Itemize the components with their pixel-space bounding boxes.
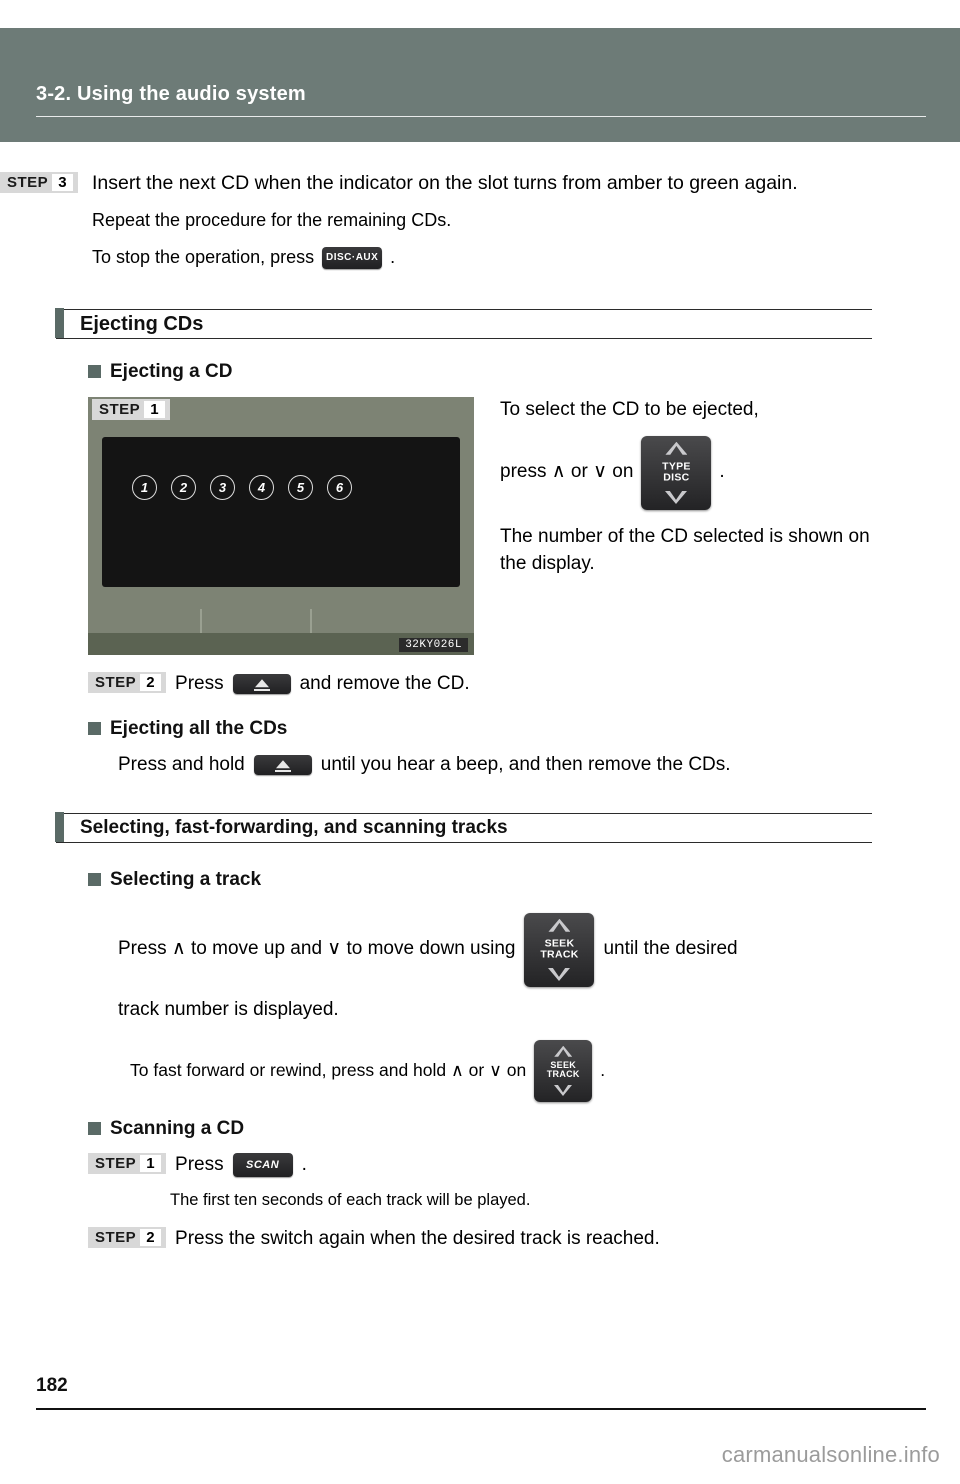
- seek-track-label: [524, 938, 594, 960]
- selecting-track-text-mid: until the desired: [603, 938, 738, 960]
- chevron-down-icon: [665, 491, 687, 504]
- step-badge-3: [0, 172, 78, 193]
- eject-all-instruction-row: [118, 752, 960, 779]
- illustration-divider-tick: [200, 609, 202, 633]
- eject-step-2-text-after: and remove the CD.: [299, 672, 470, 694]
- section-tab-marker: [55, 308, 64, 338]
- chevron-up-icon: [665, 442, 687, 455]
- bullet-square-icon: [88, 722, 101, 735]
- cd-changer-illustration: [88, 397, 474, 655]
- subheading-label: Ejecting a CD: [110, 360, 233, 382]
- bullet-square-icon: [88, 365, 101, 378]
- press-rocker-line: [500, 436, 878, 510]
- eject-all-text-before: Press and hold: [118, 753, 245, 775]
- eject-all-text-after: until you hear a beep, and then remove the CDs.: [320, 753, 731, 775]
- section-title-selecting-tracks: Selecting, fast-forwarding, and scanning tracks: [80, 816, 508, 838]
- page-header: [0, 28, 960, 142]
- eject-step-2-text-before: Press: [175, 672, 224, 694]
- chevron-up-icon: [554, 1046, 572, 1057]
- display-note-text: The number of the CD selected is shown on the display.: [500, 525, 870, 574]
- fast-forward-note-row: [130, 1040, 878, 1102]
- subheading-label: Selecting a track: [110, 868, 262, 890]
- step-badge-1: [88, 1153, 166, 1174]
- step-badge-number: 1: [144, 401, 165, 418]
- step-badge-number: 3: [52, 174, 73, 191]
- intro-line-3: [92, 245, 874, 271]
- bullet-square-icon: [88, 873, 101, 886]
- eject-button-icon[interactable]: [254, 755, 312, 775]
- step-badge-1: [92, 399, 170, 420]
- press-rocker-text: press ∧ or ∨ on: [500, 461, 634, 483]
- fast-forward-text-after: .: [600, 1060, 606, 1081]
- section-header-ejecting-cds: [56, 309, 872, 339]
- intro-line-1: Insert the next CD when the indicator on the slot turns from amber to green again.: [92, 172, 798, 194]
- disc-aux-button-icon[interactable]: DISC·AUX: [322, 247, 382, 269]
- type-disc-button-icon[interactable]: [641, 436, 711, 510]
- section-tab-marker: [55, 812, 64, 842]
- header-divider: [36, 116, 926, 117]
- step-badge-number: 1: [140, 1155, 161, 1172]
- intro-step-block: [7, 142, 874, 271]
- seek-track-label-line2: TRACK: [540, 948, 579, 961]
- scan-button-icon[interactable]: SCAN: [233, 1153, 293, 1177]
- page-content: [0, 142, 960, 1253]
- type-disc-label-line1: TYPE: [662, 460, 691, 473]
- list-item: 3: [210, 475, 235, 500]
- ejecting-cd-figure-row: [88, 397, 878, 655]
- selecting-track-text-end: track number is displayed.: [118, 998, 339, 1020]
- type-disc-label-line2: DISC: [663, 471, 690, 484]
- intro-line-3-text: To stop the operation, press: [92, 247, 315, 268]
- intro-line-2: Repeat the procedure for the remaining CDs.: [92, 209, 452, 230]
- seek-track-button-icon[interactable]: [524, 913, 594, 987]
- step-badge-label: STEP: [99, 400, 141, 418]
- chevron-down-icon: [548, 968, 570, 981]
- subheading-selecting-a-track: [88, 869, 960, 891]
- list-item: 2: [171, 475, 196, 500]
- bullet-square-icon: [88, 1122, 101, 1135]
- page-title: 3-2. Using the audio system: [36, 83, 306, 105]
- selecting-track-instructions: [118, 913, 878, 1102]
- illustration-step-badge-overlay: [88, 397, 170, 422]
- selecting-track-line-1: [118, 913, 878, 987]
- intro-line-3-period: .: [390, 247, 396, 268]
- step-badge-label: STEP: [95, 673, 137, 691]
- seek-track-button-icon[interactable]: [534, 1040, 592, 1102]
- scan-step-2-text: Press the switch again when the desired track is reached.: [175, 1227, 660, 1249]
- illustration-face-panel: [102, 437, 460, 587]
- chevron-up-icon: [548, 919, 570, 932]
- list-item: 6: [327, 475, 352, 500]
- scan-step-1-row: [88, 1152, 960, 1179]
- watermark: carmanualsonline.info: [721, 1442, 940, 1467]
- step-badge-2: [88, 672, 166, 693]
- illustration-figure-code: 32KY026L: [399, 638, 468, 652]
- selecting-track-text-before: Press ∧ to move up and ∨ to move down using: [118, 938, 516, 960]
- ejecting-cd-instructions: [474, 397, 878, 655]
- illustration-disc-slot-indicators: [132, 475, 352, 500]
- list-item: 4: [249, 475, 274, 500]
- step-badge-label: STEP: [95, 1228, 137, 1246]
- subheading-label: Ejecting all the CDs: [110, 717, 288, 739]
- scan-step-1-text-before: Press: [175, 1153, 224, 1175]
- step-badge-number: 2: [140, 1229, 161, 1246]
- seek-track-label-line1: SEEK: [544, 937, 575, 950]
- step-badge-2: [88, 1227, 166, 1248]
- seek-track-label-line2: TRACK: [546, 1069, 580, 1080]
- scan-step-2-row: [88, 1226, 960, 1253]
- footer-divider: [36, 1408, 926, 1410]
- subheading-scanning-a-cd: [88, 1118, 960, 1140]
- subheading-label: Scanning a CD: [110, 1117, 245, 1139]
- eject-button-icon[interactable]: [233, 674, 291, 694]
- seek-track-label-line1: SEEK: [550, 1059, 577, 1070]
- press-rocker-period: .: [719, 461, 725, 483]
- section-header-selecting-tracks: [56, 813, 872, 843]
- scan-step-1-text-after: .: [301, 1153, 307, 1175]
- step-badge-label: STEP: [95, 1154, 137, 1172]
- list-item: 1: [132, 475, 157, 500]
- step-badge-label: STEP: [7, 174, 49, 191]
- scan-step-1-note: The first ten seconds of each track will be played.: [170, 1190, 531, 1209]
- list-item: 5: [288, 475, 313, 500]
- eject-step-2-row: [88, 671, 960, 698]
- subheading-ejecting-all-cds: [88, 718, 960, 740]
- chevron-down-icon: [554, 1085, 572, 1096]
- step-badge-number: 2: [140, 674, 161, 691]
- illustration-divider-tick: [310, 609, 312, 633]
- seek-track-label: [534, 1061, 592, 1080]
- select-cd-text: To select the CD to be ejected,: [500, 398, 759, 420]
- section-title-ejecting-cds: Ejecting CDs: [80, 312, 204, 335]
- type-disc-label: [641, 461, 711, 483]
- page-number: 182: [36, 1375, 68, 1396]
- subheading-ejecting-a-cd: [88, 361, 960, 383]
- fast-forward-text-before: To fast forward or rewind, press and hold ∧ or ∨ on: [130, 1060, 527, 1081]
